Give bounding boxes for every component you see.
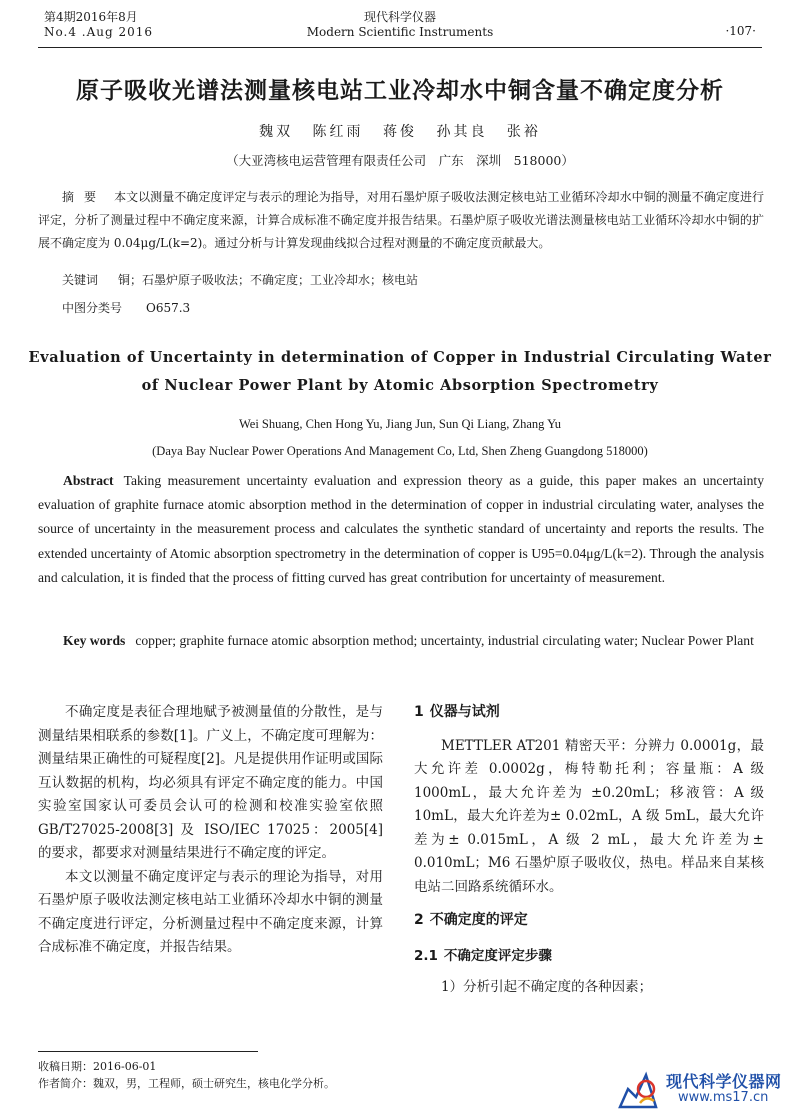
journal-name (44, 10, 756, 40)
keywords-en-label: Key words (63, 633, 126, 648)
footnote-received: 收稿日期：2016-06-01 (38, 1060, 157, 1073)
issue-en: No.4 .Aug 2016 (44, 25, 154, 39)
watermark-url: www.ms17.cn (678, 1090, 769, 1105)
abstract-cn-text: 本文以测量不确定度评定与表示的理论为指导，对用石墨炉原子吸收法测定核电站工业循环冷却水中铜的测量不确定度进行评定，分析了测量过程中不确定度来源，计算合成标准不确定度并报告结果。石墨炉原子吸收光谱法测量核电站工业循环冷却水中铜的扩展不确定度为 0.04μg/L(k=2)。通过分析与计算发现曲线拟合过程对测量的不确定度贡献最大。 (38, 190, 764, 250)
affiliation-en: (Daya Bay Nuclear Power Operations And Management Co, Ltd, Shen Zheng Guangdong 518000) (152, 444, 648, 458)
watermark-site-name: 现代科学仪器网 (666, 1072, 782, 1091)
keywords-cn (62, 271, 764, 288)
journal-name-en: Modern Scientific Instruments (306, 25, 494, 39)
site-watermark (616, 1067, 792, 1109)
classification-label: 中图分类号 (62, 301, 123, 315)
body-right-column (414, 701, 764, 1000)
affiliation-cn: （大亚湾核电运营管理有限责任公司 广东 深圳 518000） (226, 153, 574, 168)
watermark-logo-icon (616, 1067, 660, 1109)
subsection-heading-2-1 (414, 945, 764, 969)
subsection-number: 2.1 (414, 947, 438, 964)
authors-en: Wei Shuang, Chen Hong Yu, Jiang Jun, Sun Qi Liang, Zhang Yu (238, 417, 561, 431)
instruments-paragraph: METTLER AT201 精密天平：分辨力 0.0001g，最大允许差 0.0002g，梅特勒托利；容量瓶：A 级 1000mL，最大允许差为 ±0.20mL；移液管：A 级 10mL，最大允许差为± 0.02mL，A 级 5mL，最大允许差为± 0.015mL，A 级 2 mL，最大允许差为± 0.010mL；M6 石墨炉原子吸收仪，热电。样品来自某核电站二回路系统循环水。 (414, 737, 764, 895)
section-number: 2 (414, 912, 424, 928)
subsection-title: 不确定度评定步骤 (443, 947, 552, 964)
step-1: 1）分析引起不确定度的各种因素； (441, 979, 653, 995)
paper-title-en: Evaluation of Uncertainty in determination of Copper in Industrial Circulating Water of Nuclear Power Plant by Atomic Absorption Spectrometry (28, 349, 772, 394)
section-title: 不确定度的评定 (429, 912, 528, 928)
running-header (44, 10, 756, 44)
classification-code: O657.3 (146, 301, 191, 315)
footnote-author-bio: 作者简介：魏双，男，工程师，硕士研究生，核电化学分析。 (38, 1077, 335, 1090)
keywords-en-text: copper; graphite furnace atomic absorption method; uncertainty, industrial circulating water; Nuclear Power Plant (135, 633, 754, 648)
footnote-divider (38, 1051, 258, 1052)
body-left-column (38, 701, 383, 960)
paper-title-cn: 原子吸收光谱法测量核电站工业冷却水中铜含量不确定度分析 (76, 78, 724, 104)
intro-paragraph-2: 本文以测量不确定度评定与表示的理论为指导，对用石墨炉原子吸收法测定核电站工业循环冷却水中铜的测量不确定度进行评定，分析测量过程中不确定度来源，计算合成标准不确定度，并报告结果。 (38, 868, 383, 955)
journal-name-cn: 现代科学仪器 (363, 10, 436, 24)
classification-cn (62, 299, 190, 316)
header-divider (38, 47, 762, 48)
page-number: ·107· (725, 24, 756, 38)
section-heading-2 (414, 909, 764, 933)
section-title: 仪器与试剂 (429, 704, 500, 720)
keywords-cn-label: 关键词 (62, 273, 99, 287)
section-number: 1 (414, 704, 424, 720)
abstract-cn (38, 186, 764, 255)
abstract-en-text: Taking measurement uncertainty evaluation and expression theory as a guide, this paper makes an uncertainty evaluation of graphite furnace atomic absorption method in the determination of copper in industrial circulating water, analyses the source of uncertainty in the measurement process and calculates the synthetic standard of uncertainty and reports the results. The extended uncertainty of Atomic absorption spectrometry in the determination of copper is U95=0.04μg/L(k=2). Through the analysis and calculation, it is finded that the process of fitting curved has great contribution for uncertainty of measurement. (38, 473, 764, 585)
keywords-en (38, 629, 764, 653)
abstract-en (38, 469, 764, 590)
keywords-cn-text: 铜；石墨炉原子吸收法；不确定度；工业冷却水；核电站 (118, 273, 419, 287)
abstract-en-label: Abstract (63, 473, 114, 488)
abstract-cn-label: 摘要 (62, 190, 107, 204)
issue-cn: 第4期2016年8月 (44, 10, 138, 24)
intro-paragraph-1: 不确定度是表征合理地赋予被测量值的分散性，是与测量结果相联系的参数[1]。广义上，不确定度可理解为：测量结果正确性的可疑程度[2]。凡是提供用作证明或国际互认数据的机构，均必须具有评定不确定度的能力。中国实验室国家认可委员会认可的检测和校准实验室依照 GB/T27025-2008[3] 及 ISO/IEC 17025：2005[4] 的要求，都要求对测量结果进行不确定度的评定。 (38, 704, 383, 861)
section-heading-1 (414, 701, 764, 725)
authors-cn: 魏双 陈红雨 蒋俊 孙其良 张裕 (259, 124, 541, 140)
